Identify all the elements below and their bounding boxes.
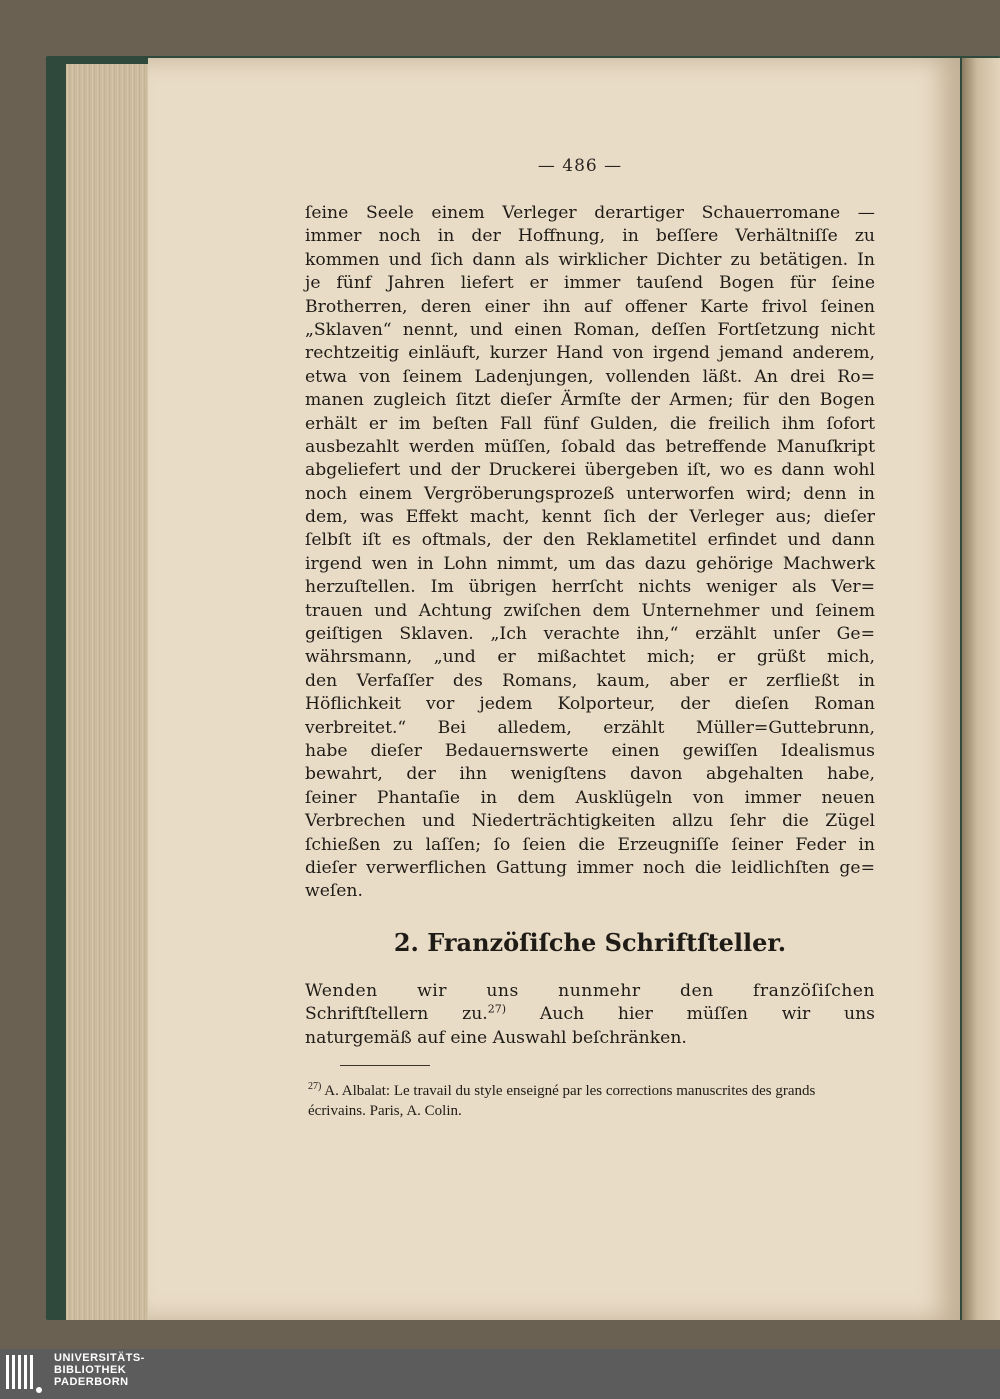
text-line: währsmann, „und er mißachtet mich; er grüßt mich,: [305, 647, 875, 668]
section-paragraph: [305, 980, 875, 1050]
text-line: Verbrechen und Niederträchtigkeiten allzu ſehr die Zügel: [305, 811, 875, 832]
text-segment: Schriftſtellern zu.: [305, 1004, 488, 1025]
text-segment: Auch hier müſſen wir uns: [539, 1004, 875, 1025]
text-line: dem, was Effekt macht, kennt ſich der Verleger aus; dieſer: [305, 507, 875, 528]
library-footer-bar: [0, 1349, 1000, 1399]
library-name[interactable]: [54, 1352, 145, 1388]
text-line: naturgemäß auf eine Auswahl beſchränken.: [305, 1027, 687, 1048]
library-name-line: UNIVERSITÄTS-: [54, 1352, 145, 1364]
footnote: [308, 1081, 876, 1121]
text-line: herzuſtellen. Im übrigen herrſcht nichts weniger als Ver=: [305, 577, 875, 598]
page-number: — 486 —: [537, 156, 623, 176]
text-line: Brotherren, deren einer ihn auf offener Karte frivol ſeinen: [305, 296, 875, 317]
text-line: kommen und ſich dann als wirklicher Dichter zu betätigen. In: [305, 249, 875, 270]
facing-page-edge: [962, 58, 1000, 1320]
text-line: manen zugleich ſitzt dieſer Ärmſte der Armen; für den Bogen: [305, 390, 875, 411]
text-line: erhält er im beſten Fall fünf Gulden, die freilich ihm ſofort: [305, 413, 875, 434]
text-line: Wenden wir uns nunmehr den franzöſiſchen: [305, 981, 875, 1001]
text-line: den Verfaſſer des Romans, kaum, aber er zerfließt in: [305, 670, 875, 691]
footnote-divider: [340, 1065, 430, 1066]
section-heading: 2. Franzöſiſche Schriftſteller.: [393, 928, 787, 957]
text-line: habe dieſer Bedauernswerte einen gewiſſen Idealismus: [305, 740, 875, 761]
text-line: ſelbſt iſt es oftmals, der den Reklametitel erfindet und dann: [305, 530, 875, 551]
library-name-line: BIBLIOTHEK: [54, 1364, 127, 1376]
text-line: etwa von ſeinem Ladenjungen, vollenden läßt. An drei Ro=: [305, 366, 875, 387]
text-line: je fünf Jahren liefert er immer tauſend Bogen für ſeine: [305, 273, 875, 294]
text-line: weſen.: [305, 881, 363, 902]
text-line: [305, 1003, 875, 1026]
footnote-reference[interactable]: 27): [487, 1002, 507, 1016]
text-line: abgeliefert und der Druckerei übergeben iſt, wo es dann wohl: [305, 460, 875, 481]
text-line: ſeiner Phantaſie in dem Ausklügeln von immer neuen: [305, 787, 875, 808]
text-line: verbreitet.“ Bei alledem, erzählt Müller=Guttebrunn,: [305, 717, 875, 738]
text-line: ſchießen zu laſſen; ſo ſeien die Erzeugniſſe ſeiner Feder in: [305, 834, 875, 855]
text-line: irgend wen in Lohn nimmt, um das dazu gehörige Machwerk: [305, 553, 875, 574]
text-line: rechtzeitig einläuft, kurzer Hand von irgend jemand anderem,: [305, 343, 875, 364]
text-line: immer noch in der Hoffnung, in beſſere Verhältniſſe zu: [305, 226, 875, 247]
footnote-marker: 27): [308, 1081, 322, 1092]
text-line: „Sklaven“ nennt, und einen Roman, deſſen Fortſetzung nicht: [305, 319, 875, 340]
text-line: noch einem Vergröberungsprozeß unterworfen wird; denn in: [305, 483, 875, 504]
text-line: bewahrt, der ihn wenigſtens davon abgehalten habe,: [305, 764, 875, 785]
library-name-line: PADERBORN: [54, 1376, 129, 1388]
text-line: Höflichkeit vor jedem Kolporteur, der dieſen Roman: [305, 694, 875, 715]
body-paragraph: [305, 202, 875, 904]
text-line: dieſer verwerflichen Gattung immer noch die leidlichſten ge=: [305, 857, 875, 878]
text-line: geiſtigen Sklaven. „Ich verachte ihn,“ erzählt unſer Ge=: [305, 624, 875, 645]
text-line: ſeine Seele einem Verleger derartiger Schauerromane —: [305, 203, 875, 223]
text-line: ausbezahlt werden müſſen, ſobald das betreffende Manuſkript: [305, 436, 875, 457]
library-logo-icon: [6, 1355, 36, 1395]
text-line: trauen und Achtung zwiſchen dem Unternehmer und ſeinem: [305, 600, 875, 621]
page-edges: [66, 64, 152, 1320]
footnote-text: A. Albalat: Le travail du style enseigné par les corrections manuscrites des grands écrivains. Paris, A. Colin.: [308, 1083, 816, 1119]
